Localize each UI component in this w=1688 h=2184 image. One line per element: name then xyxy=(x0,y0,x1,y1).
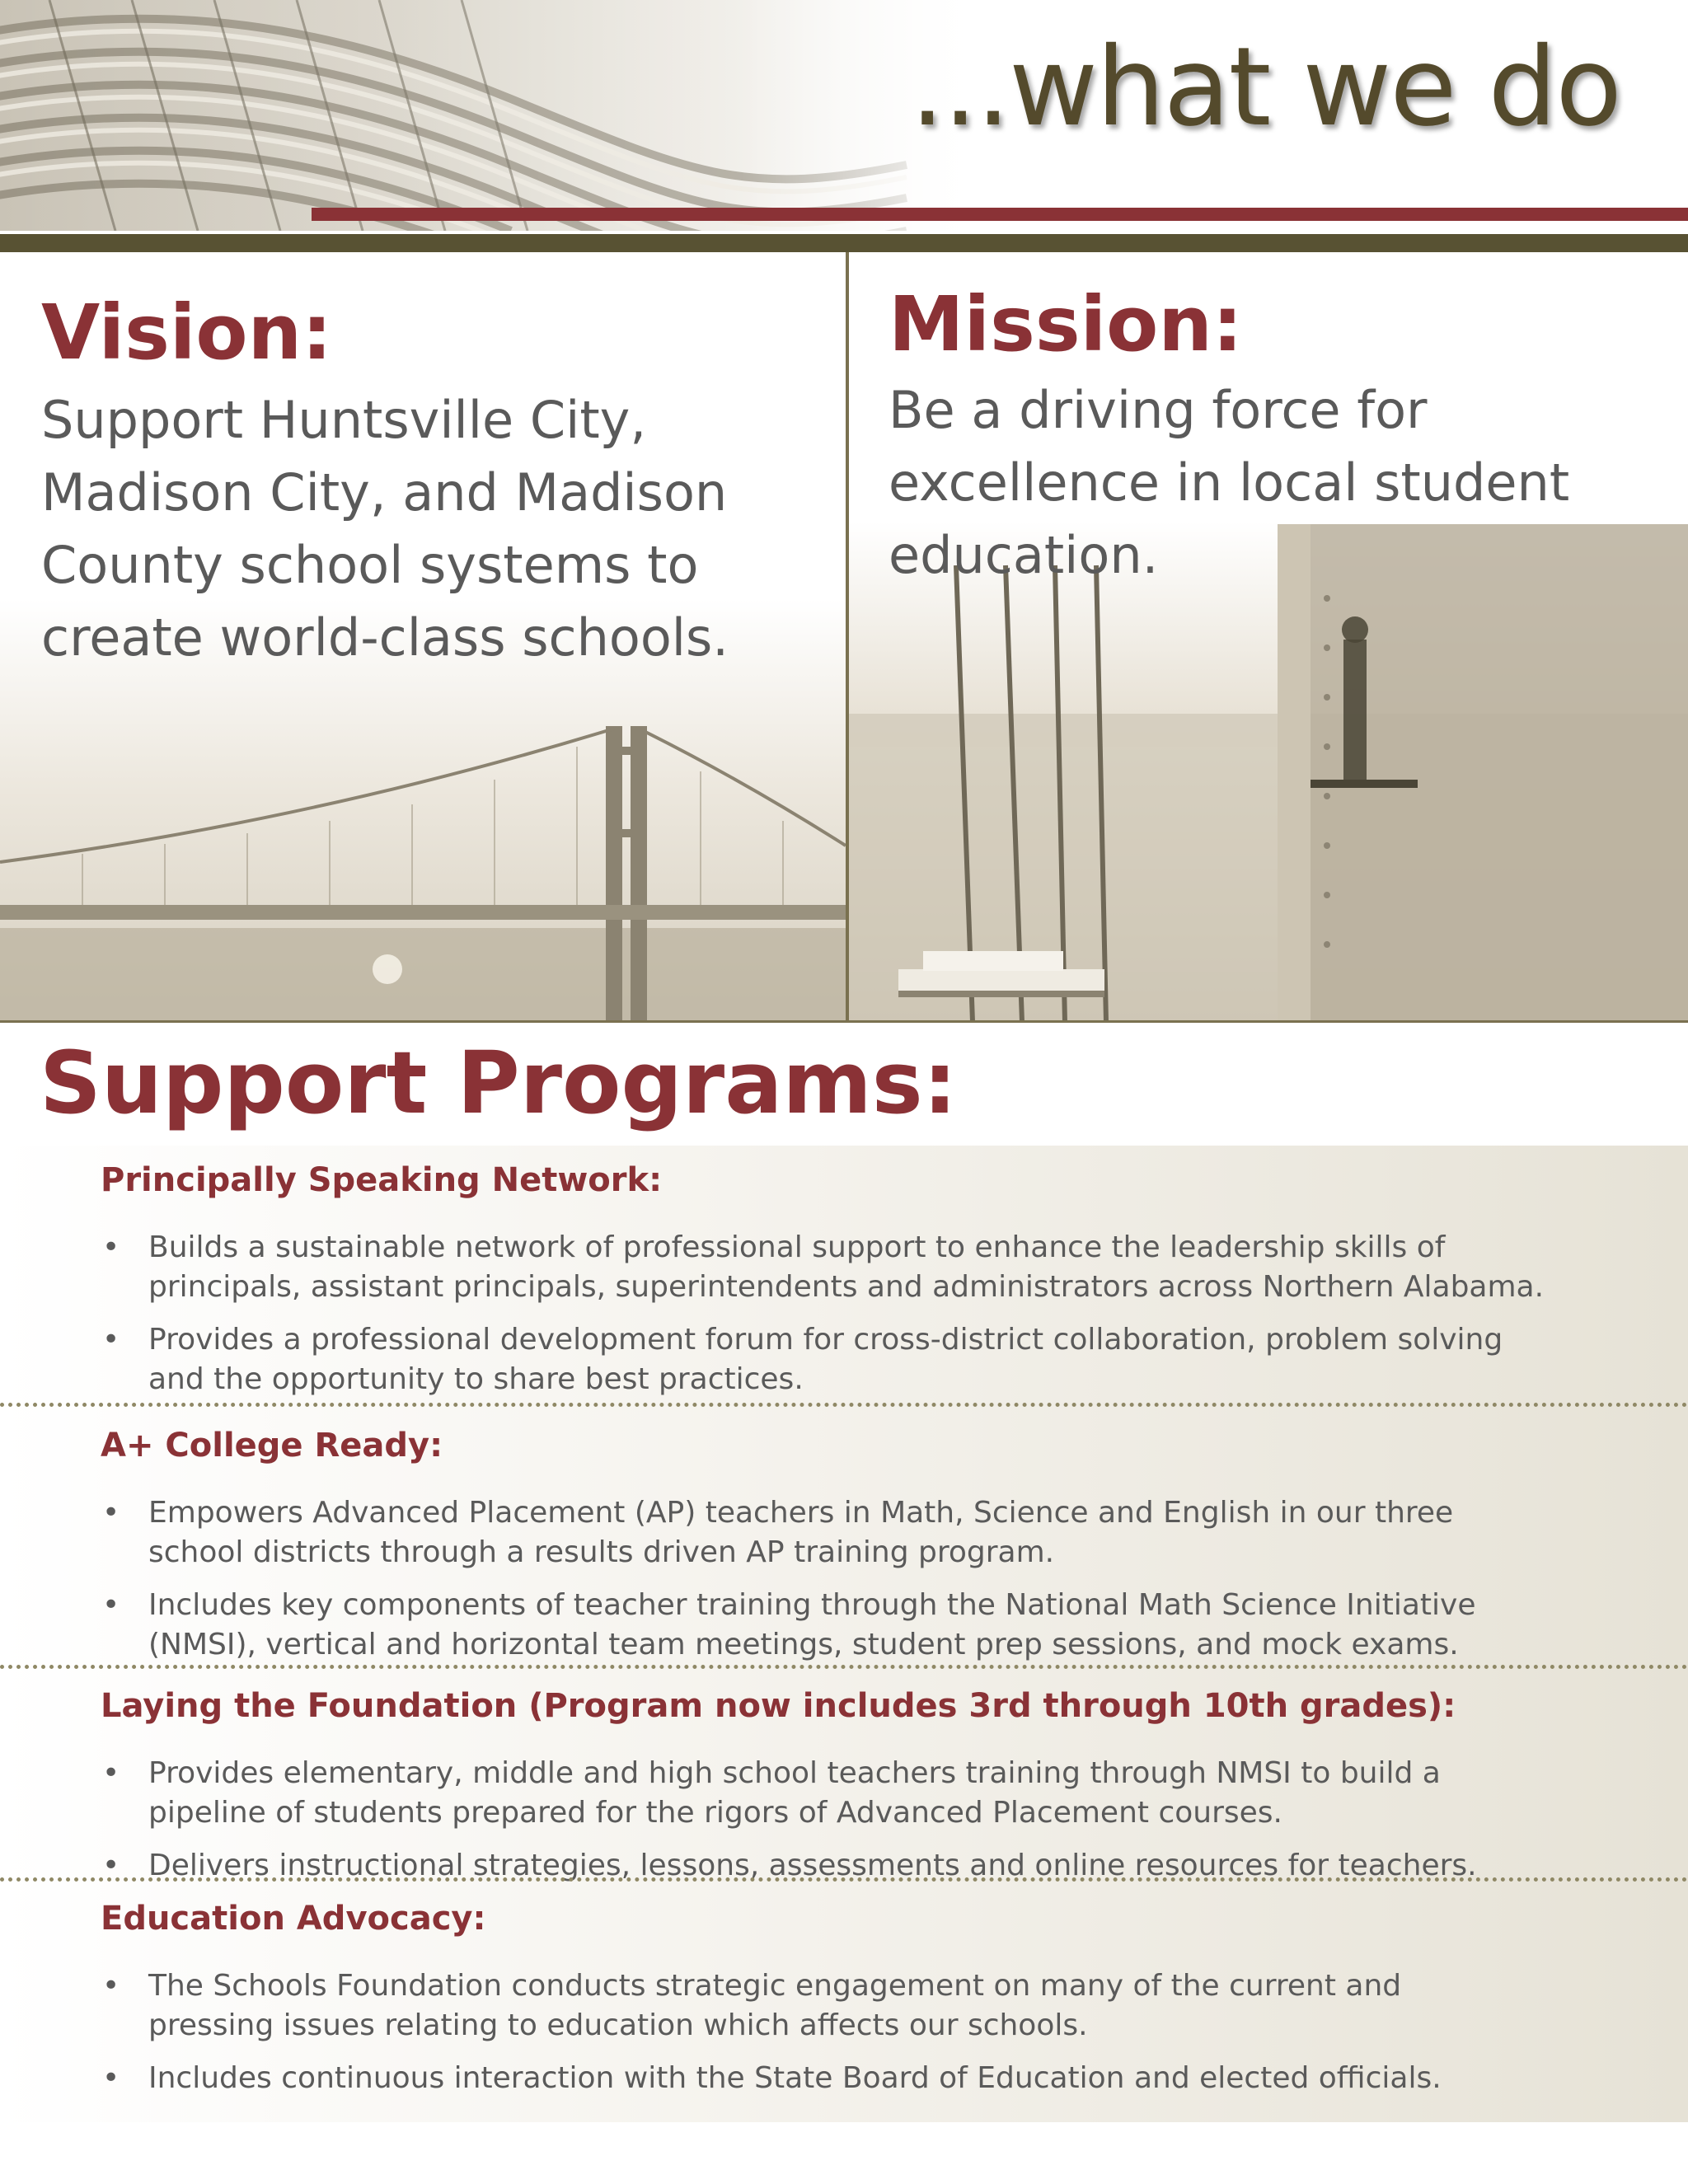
vision-mission-panels xyxy=(0,252,1688,1022)
bullet-line: Includes key components of teacher training through the National Math Science Initiative xyxy=(148,1588,1476,1622)
page-title: ...what we do xyxy=(910,24,1620,151)
mission-panel xyxy=(849,252,1688,1022)
bullet-icon: • xyxy=(102,1849,120,1882)
bullet-line: pipeline of students prepared for the rigors of Advanced Placement courses. xyxy=(148,1796,1282,1830)
panel-bottom-rule xyxy=(0,1020,1688,1023)
olive-rule xyxy=(0,234,1688,252)
bullet-line: Includes continuous interaction with the State Board of Education and elected officials. xyxy=(148,2061,1442,2095)
program-title: Education Advocacy: xyxy=(101,1900,486,1938)
bullet-icon: • xyxy=(102,1756,120,1790)
support-programs-heading: Support Programs: xyxy=(40,1033,958,1133)
bullet-icon: • xyxy=(102,1323,120,1357)
support-programs-box xyxy=(0,1146,1688,2122)
vision-line: Madison City, and Madison xyxy=(41,462,728,523)
vision-panel xyxy=(0,252,846,1022)
bullet-line: and the opportunity to share best practices. xyxy=(148,1362,804,1396)
bullet-line: pressing issues relating to education which affects our schools. xyxy=(148,2008,1088,2042)
bullet-icon: • xyxy=(102,1230,120,1264)
bullet-icon: • xyxy=(102,1969,120,2003)
mission-line: education. xyxy=(889,525,1159,585)
bullet-line: principals, assistant principals, superintendents and administrators across Northern Alabama. xyxy=(148,1270,1545,1304)
bullet-line: (NMSI), vertical and horizontal team meetings, student prep sessions, and mock exams. xyxy=(148,1628,1459,1661)
bullet-text xyxy=(148,1320,1632,1399)
bullet-icon: • xyxy=(102,1588,120,1622)
bullet-line: Delivers instructional strategies, lessons, assessments and online resources for teachers. xyxy=(148,1849,1477,1882)
bullet-line: school districts through a results driven AP training program. xyxy=(148,1535,1055,1569)
rope-illustration xyxy=(0,0,989,231)
bullet-line: Provides elementary, middle and high school teachers training through NMSI to build a xyxy=(148,1756,1441,1790)
bullet-text xyxy=(148,2059,1632,2098)
bullet-line: The Schools Foundation conducts strategic engagement on many of the current and xyxy=(148,1969,1402,2003)
bullet-icon: • xyxy=(102,1496,120,1530)
bullet-text xyxy=(148,1754,1632,1833)
bullet-icon: • xyxy=(102,2061,120,2095)
bullet-text xyxy=(148,1966,1632,2046)
vision-heading: Vision: xyxy=(41,288,332,377)
dotted-divider xyxy=(0,1403,1688,1407)
bullet-line: Provides a professional development forum for cross-district collaboration, problem solving xyxy=(148,1323,1503,1357)
bullet-text xyxy=(148,1228,1632,1307)
mission-line: Be a driving force for xyxy=(889,380,1428,440)
mission-line: excellence in local student xyxy=(889,452,1570,513)
dotted-divider xyxy=(0,1877,1688,1882)
mission-statement xyxy=(889,374,1680,592)
bullet-line: Empowers Advanced Placement (AP) teachers in Math, Science and English in our three xyxy=(148,1496,1454,1530)
vision-line: County school systems to xyxy=(41,535,699,595)
program-title: Principally Speaking Network: xyxy=(101,1161,663,1199)
bullet-text xyxy=(148,1586,1632,1665)
vision-line: create world-class schools. xyxy=(41,607,729,668)
vision-statement xyxy=(41,384,832,674)
bullet-line: Builds a sustainable network of professional support to enhance the leadership skills of xyxy=(148,1230,1446,1264)
rope-image xyxy=(0,0,989,231)
red-rule xyxy=(312,208,1688,221)
bullet-text xyxy=(148,1493,1632,1572)
vision-line: Support Huntsville City, xyxy=(41,390,647,450)
dotted-divider xyxy=(0,1665,1688,1669)
mission-heading: Mission: xyxy=(889,280,1243,368)
program-title: A+ College Ready: xyxy=(101,1427,443,1465)
program-title: Laying the Foundation (Program now includes 3rd through 10th grades): xyxy=(101,1687,1456,1725)
page-header xyxy=(0,0,1688,255)
